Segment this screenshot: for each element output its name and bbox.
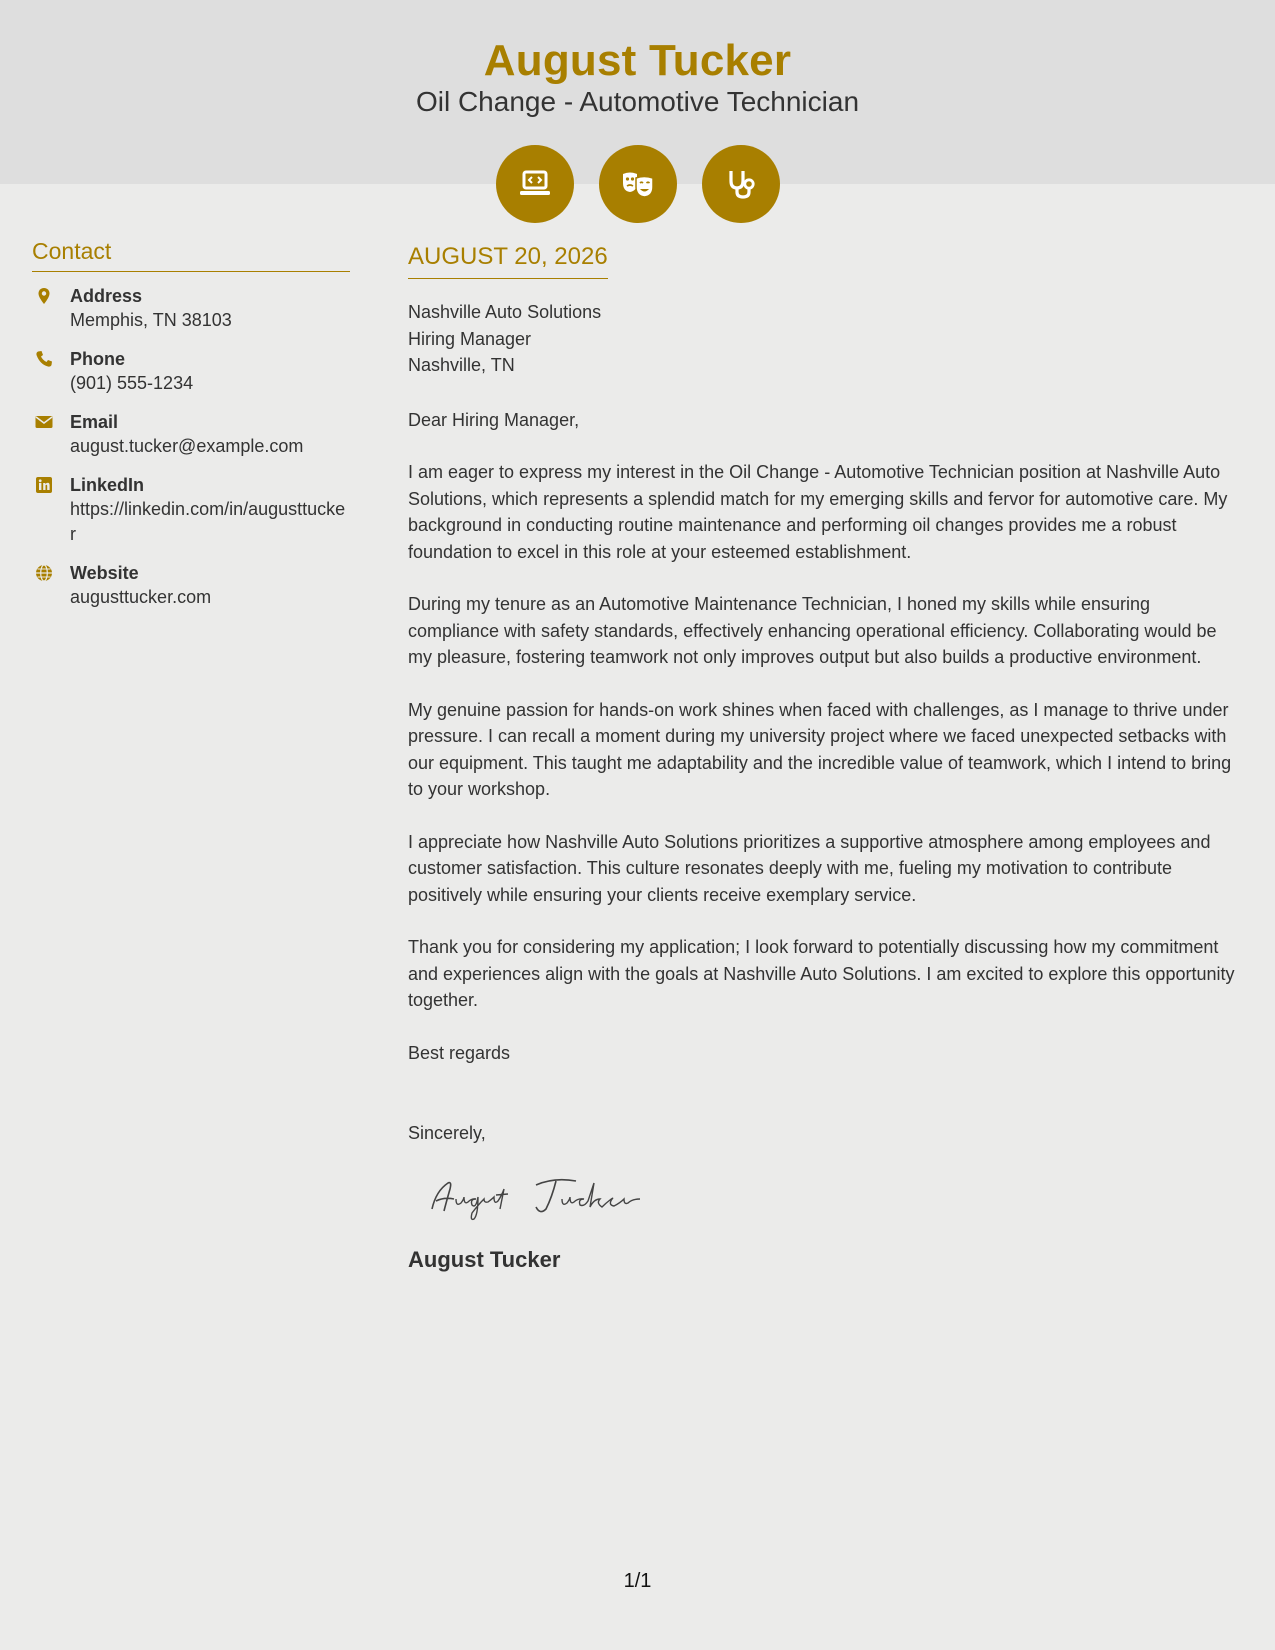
contact-heading: Contact xyxy=(32,238,350,272)
contact-sidebar xyxy=(32,238,350,624)
phone-icon xyxy=(32,347,70,373)
contact-label: Website xyxy=(70,563,139,583)
linkedin-icon xyxy=(32,473,70,499)
contact-item-linkedin xyxy=(32,473,350,547)
job-title: Oil Change - Automotive Technician xyxy=(415,86,860,117)
email-link[interactable]: august.tucker@example.com xyxy=(70,436,304,456)
contact-item-phone xyxy=(32,347,350,396)
contact-item-address xyxy=(32,284,350,333)
globe-icon xyxy=(32,561,70,587)
website-link[interactable]: augusttucker.com xyxy=(70,587,212,607)
paragraph: I appreciate how Nashville Auto Solutions prioritizes a supportive atmosphere among employees and customer satisfaction. This culture resonates deeply with me, fueling my motivation to contribute positively while ensuring your clients receive exemplary service. xyxy=(408,831,1211,905)
laptop-code-icon xyxy=(496,145,574,223)
contact-label: Phone xyxy=(70,349,126,369)
letter-date: AUGUST 20, 2026 xyxy=(408,241,608,279)
paragraph: Thank you for considering my application; I look forward to potentially discussing how my commitment and experiences align with the goals at Nashville Auto Solutions. I am excited to explore this opportunity together. xyxy=(408,937,1235,1010)
signed-name: August Tucker xyxy=(408,1246,561,1272)
recipient-company: Nashville Auto Solutions xyxy=(408,302,602,322)
page-number: 1/1 xyxy=(623,1570,652,1592)
applicant-name: August Tucker xyxy=(483,36,792,85)
paragraph: During my tenure as an Automotive Maintenance Technician, I honed my skills while ensuring compliance with safety standards, effectively enhancing operational efficiency. Collaborating would be my pleasure, fostering teamwork not only improves output but also builds a productive environment. xyxy=(408,594,1217,667)
contact-item-website xyxy=(32,561,350,610)
theater-masks-icon xyxy=(599,145,677,223)
address-value: Memphis, TN 38103 xyxy=(70,310,232,330)
recipient-location: Nashville, TN xyxy=(408,355,515,375)
stethoscope-icon xyxy=(702,145,780,223)
contact-item-email xyxy=(32,410,350,459)
recipient-role: Hiring Manager xyxy=(408,328,532,349)
letter-body xyxy=(408,241,1240,1273)
salutation: Dear Hiring Manager, xyxy=(408,409,580,430)
closing-sincerely: Sincerely, xyxy=(408,1123,486,1143)
envelope-icon xyxy=(32,410,70,436)
contact-label: Email xyxy=(70,412,119,432)
recipient-block xyxy=(408,299,1240,379)
interest-icons xyxy=(496,145,780,223)
contact-label: LinkedIn xyxy=(70,475,145,495)
contact-label: Address xyxy=(70,286,143,306)
closing-best-regards: Best regards xyxy=(408,1042,511,1063)
handwritten-signature xyxy=(418,1169,1240,1225)
map-pin-icon xyxy=(32,284,70,310)
linkedin-link[interactable]: https://linkedin.com/in/augusttucker xyxy=(70,499,346,544)
phone-value: (901) 555-1234 xyxy=(70,373,194,393)
paragraph: I am eager to express my interest in the Oil Change - Automotive Technician position at Nashville Auto Solutions, which represents a splendid match for my emerging skills and fervor for automotive care. My background in conducting routine maintenance and performing oil changes provides me a robust foundation to excel in this role at your esteemed establishment. xyxy=(408,462,1228,562)
paragraph: My genuine passion for hands-on work shines when faced with challenges, as I manage to thrive under pressure. I can recall a moment during my university project where we faced unexpected setbacks with our equipment. This taught me adaptability and the incredible value of teamwork, which I intend to bring to your workshop. xyxy=(408,699,1232,799)
